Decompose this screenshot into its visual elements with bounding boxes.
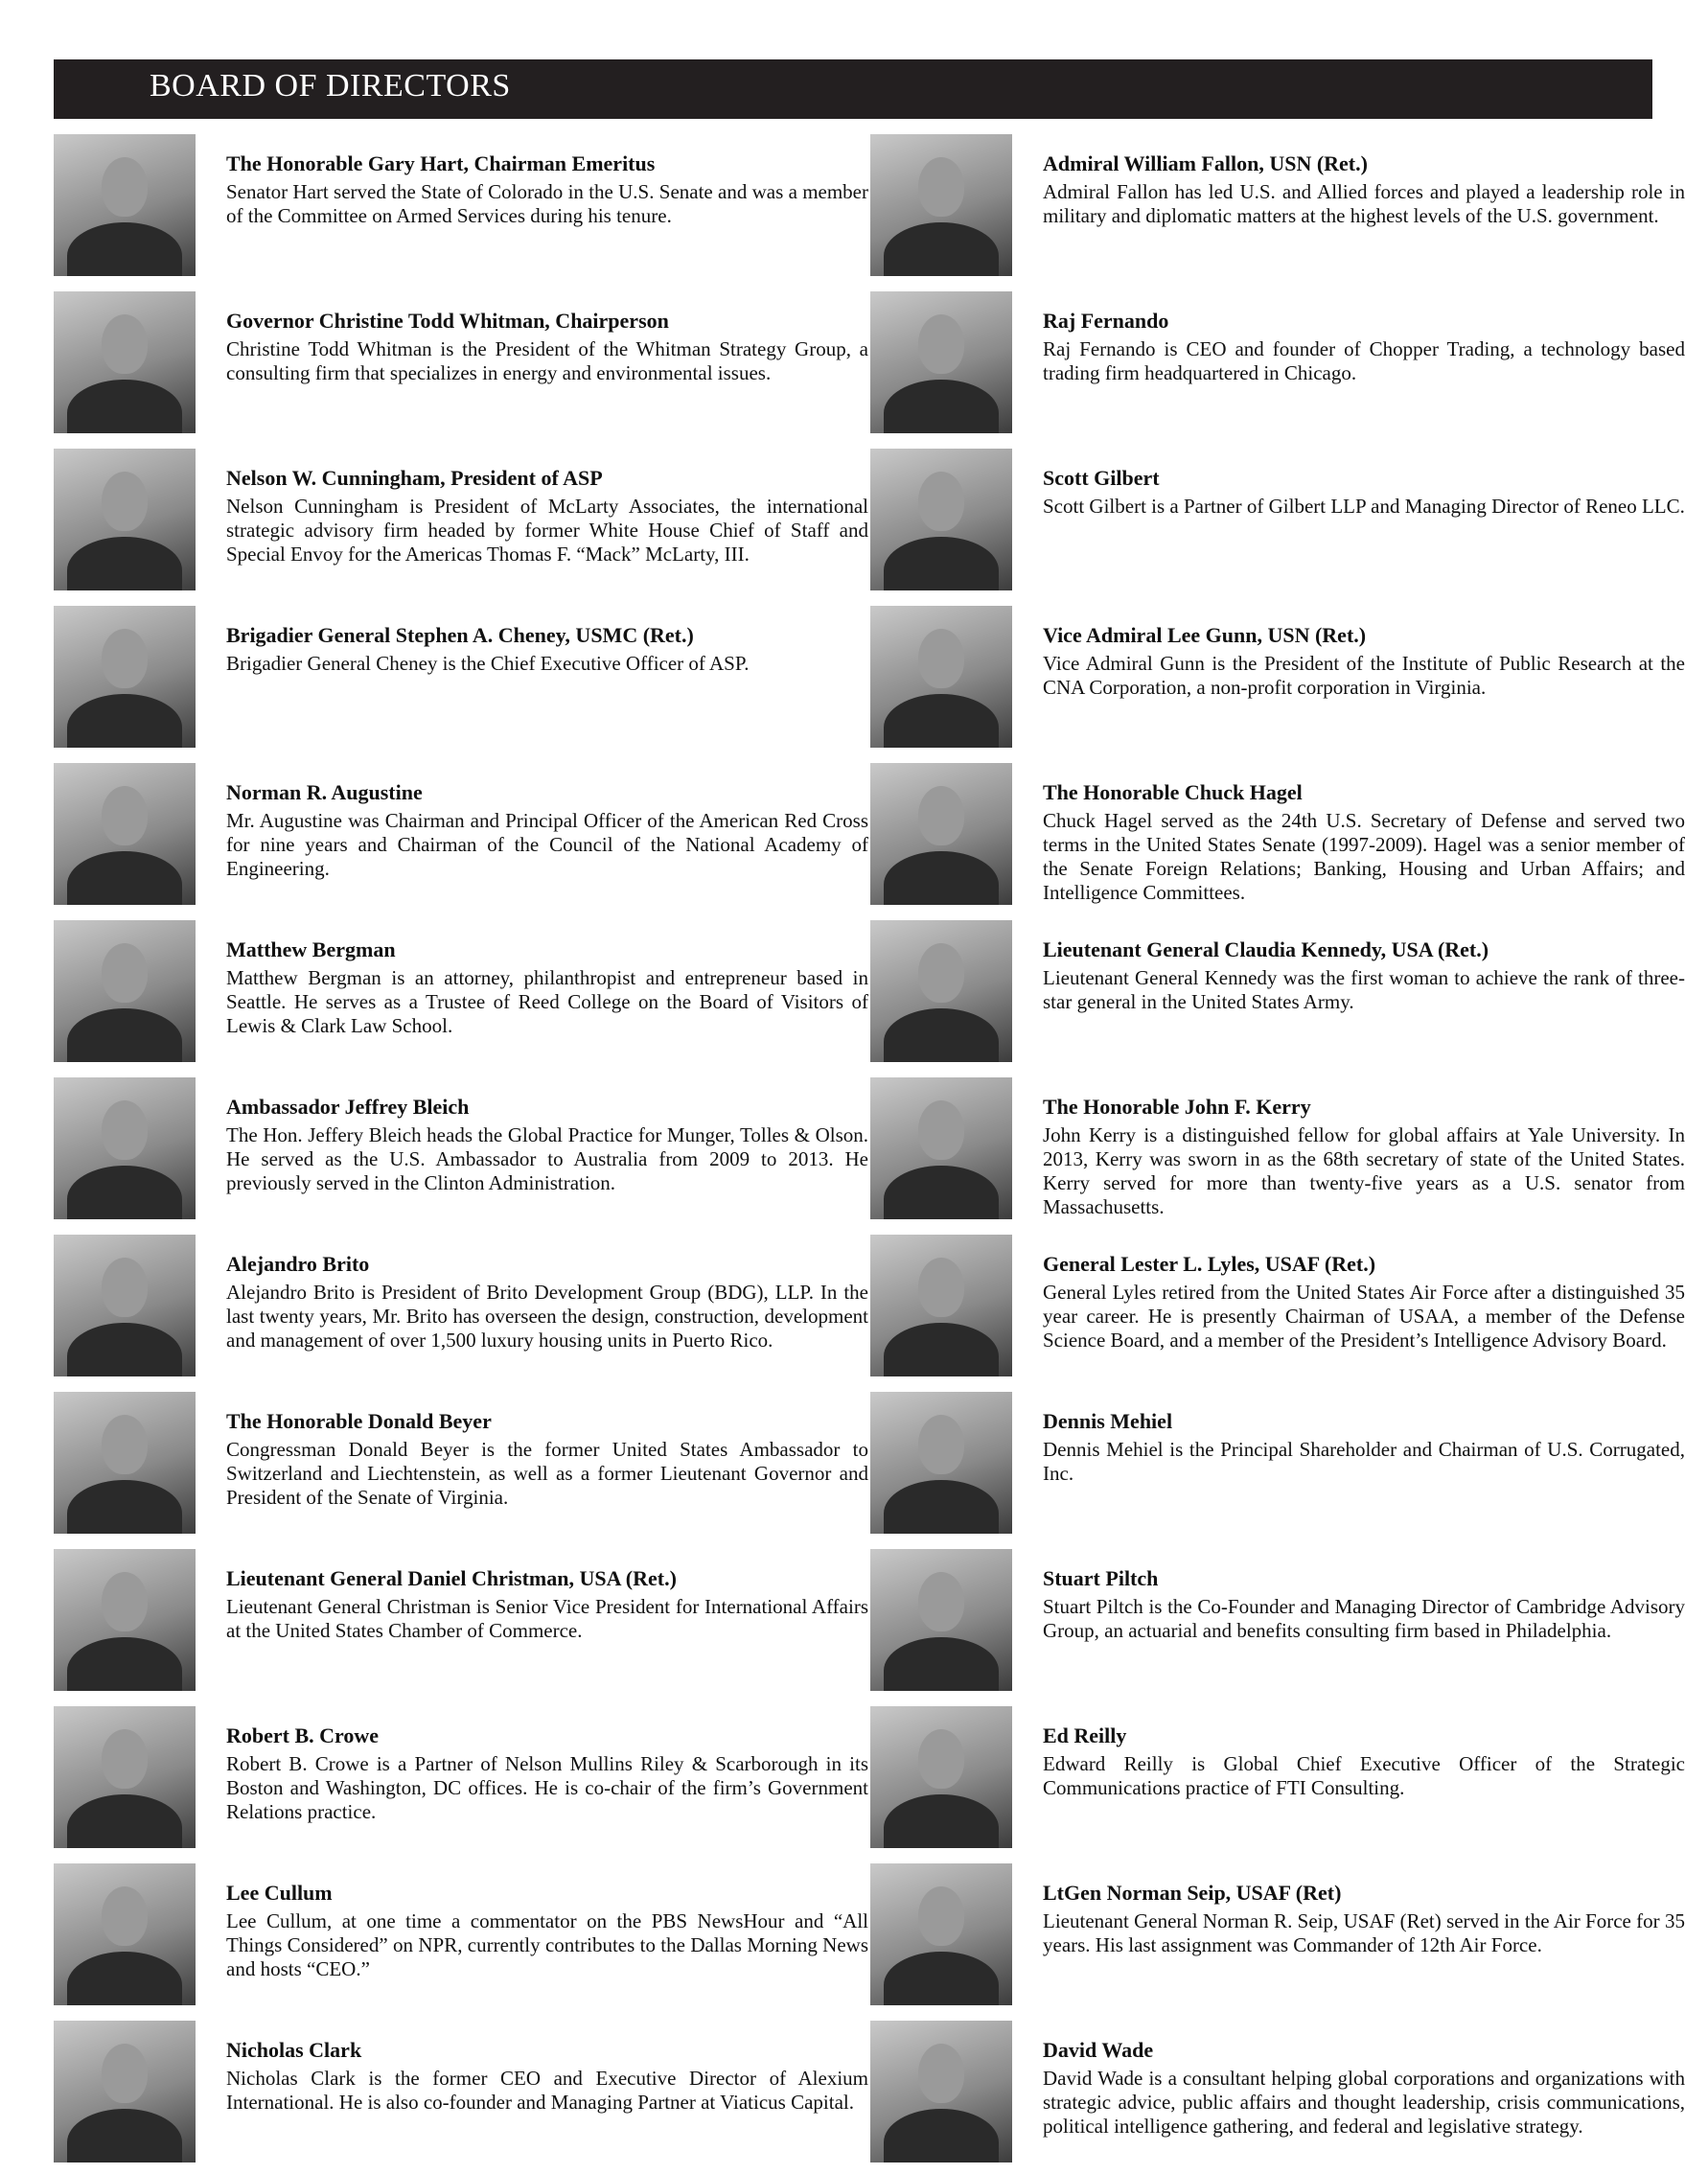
director-name: General Lester L. Lyles, USAF (Ret.) [1043, 1252, 1376, 1276]
director-name: Alejandro Brito [226, 1252, 370, 1276]
director-entry [870, 449, 1685, 592]
portrait-head-shape [102, 1258, 148, 1317]
director-bio: Lieutenant General Kennedy was the first woman to achieve the rank of three-star general in the United States Army. [1043, 966, 1685, 1013]
director-photo [870, 763, 1012, 905]
director-bio: John Kerry is a distinguished fellow for global affairs at Yale University. In 2013, Kerry was sworn in as the 68th secretary of state of the United States. Kerry served for more than twenty-five years as a U.S. senator from Massachusetts. [1043, 1123, 1685, 1218]
portrait-head-shape [918, 1100, 964, 1160]
director-bio: The Hon. Jeffery Bleich heads the Global Practice for Munger, Tolles & Olson. He served as the U.S. Ambassador to Australia from 2009 to 2013. He previously served in the Clinton Administration. [226, 1123, 868, 1194]
portrait-shoulders-shape [67, 694, 182, 748]
director-photo [870, 1706, 1012, 1848]
director-name: Nicholas Clark [226, 2038, 362, 2062]
portrait-head-shape [102, 1886, 148, 1946]
director-name: LtGen Norman Seip, USAF (Ret) [1043, 1881, 1342, 1905]
director-photo [54, 291, 196, 433]
director-photo [54, 2021, 196, 2162]
portrait-head-shape [102, 786, 148, 845]
director-name: Brigadier General Stephen A. Cheney, USMC (Ret.) [226, 623, 694, 647]
director-entry [870, 606, 1685, 750]
portrait-head-shape [102, 629, 148, 688]
portrait-shoulders-shape [67, 1166, 182, 1219]
director-bio: Vice Admiral Gunn is the President of the Institute of Public Research at the CNA Corporation, a non-profit corporation in Virginia. [1043, 652, 1685, 699]
director-name: David Wade [1043, 2038, 1154, 2062]
director-name: Vice Admiral Lee Gunn, USN (Ret.) [1043, 623, 1367, 647]
director-text [1043, 151, 1685, 228]
director-text [226, 466, 868, 567]
director-photo [870, 1077, 1012, 1219]
director-name: Matthew Bergman [226, 937, 396, 961]
portrait-head-shape [918, 1886, 964, 1946]
portrait-head-shape [918, 786, 964, 845]
director-entry [54, 1077, 868, 1221]
director-text [226, 1409, 868, 1510]
director-bio: Chuck Hagel served as the 24th U.S. Secretary of Defense and served two terms in the United States Senate (1997-2009). Hagel was a senior member of the Senate Foreign Relations; Banking, Housing and Urban Affairs; and Intelligence Committees. [1043, 809, 1685, 904]
director-entry [870, 134, 1685, 278]
portrait-head-shape [102, 1415, 148, 1474]
portrait-shoulders-shape [67, 1323, 182, 1376]
director-entry [54, 1235, 868, 1378]
director-entry [870, 1549, 1685, 1693]
director-photo [54, 449, 196, 590]
director-name: The Honorable Chuck Hagel [1043, 780, 1303, 804]
portrait-head-shape [918, 1729, 964, 1789]
portrait-head-shape [918, 314, 964, 374]
director-entry [54, 449, 868, 592]
director-bio: Lee Cullum, at one time a commentator on the PBS NewsHour and “All Things Considered” on NPR, currently contributes to the Dallas Morning News and hosts “CEO.” [226, 1909, 868, 1980]
header-bar [54, 59, 1652, 119]
portrait-head-shape [102, 943, 148, 1003]
director-entry [54, 1392, 868, 1536]
director-bio: Nicholas Clark is the former CEO and Executive Director of Alexium International. He is also co-founder and Managing Partner at Viaticus Capital. [226, 2067, 868, 2114]
director-entry [54, 763, 868, 907]
director-entry [870, 1235, 1685, 1378]
portrait-head-shape [102, 1100, 148, 1160]
director-name: Ed Reilly [1043, 1723, 1127, 1747]
portrait-shoulders-shape [884, 1166, 999, 1219]
director-bio: Admiral Fallon has led U.S. and Allied forces and played a leadership role in military and diplomatic matters at the highest levels of the U.S. government. [1043, 180, 1685, 227]
portrait-shoulders-shape [884, 1637, 999, 1691]
portrait-shoulders-shape [67, 1637, 182, 1691]
director-bio: David Wade is a consultant helping global corporations and organizations with strategic advice, public affairs and thought leadership, crisis communications, political intelligence gathering, and federal and legislative strategy. [1043, 2067, 1685, 2138]
director-photo [870, 1863, 1012, 2005]
director-photo [54, 606, 196, 748]
director-entry [870, 1863, 1685, 2007]
portrait-shoulders-shape [67, 1794, 182, 1848]
director-name: Nelson W. Cunningham, President of ASP [226, 466, 603, 490]
director-bio: Stuart Piltch is the Co-Founder and Managing Director of Cambridge Advisory Group, an actuarial and benefits consulting firm based in Philadelphia. [1043, 1595, 1685, 1642]
director-photo [870, 1235, 1012, 1376]
director-name: The Honorable Gary Hart, Chairman Emeritus [226, 151, 656, 175]
portrait-shoulders-shape [67, 537, 182, 590]
portrait-head-shape [102, 1729, 148, 1789]
portrait-shoulders-shape [884, 537, 999, 590]
director-photo [54, 1235, 196, 1376]
portrait-head-shape [918, 943, 964, 1003]
portrait-shoulders-shape [67, 380, 182, 433]
portrait-shoulders-shape [67, 1952, 182, 2005]
portrait-shoulders-shape [884, 1794, 999, 1848]
director-entry [54, 134, 868, 278]
director-entry [54, 291, 868, 435]
director-photo [54, 920, 196, 1062]
director-photo [54, 1077, 196, 1219]
portrait-shoulders-shape [884, 380, 999, 433]
director-text [226, 2038, 868, 2115]
director-text [226, 623, 868, 676]
director-photo [54, 134, 196, 276]
director-name: Scott Gilbert [1043, 466, 1160, 490]
director-photo [870, 2021, 1012, 2162]
director-bio: Nelson Cunningham is President of McLarty Associates, the international strategic advisory firm headed by former White House Chief of Staff and Special Envoy for the Americas Thomas F. “Mack” McLarty, III. [226, 495, 868, 566]
portrait-head-shape [918, 1258, 964, 1317]
portrait-shoulders-shape [884, 222, 999, 276]
portrait-head-shape [918, 629, 964, 688]
portrait-shoulders-shape [67, 851, 182, 905]
director-photo [870, 1392, 1012, 1534]
director-name: Lieutenant General Claudia Kennedy, USA (Ret.) [1043, 937, 1489, 961]
portrait-shoulders-shape [884, 1480, 999, 1534]
director-name: Robert B. Crowe [226, 1723, 380, 1747]
director-entry [54, 1706, 868, 1850]
portrait-shoulders-shape [67, 1480, 182, 1534]
portrait-head-shape [918, 1572, 964, 1631]
director-bio: Alejandro Brito is President of Brito Development Group (BDG), LLP. In the last twenty years, Mr. Brito has overseen the design, construction, development and management of over 1,500 luxury housing units in Puerto Rico. [226, 1281, 868, 1352]
director-text [1043, 1409, 1685, 1486]
director-text [226, 1095, 868, 1195]
director-name: Stuart Piltch [1043, 1566, 1159, 1590]
director-photo [54, 1706, 196, 1848]
director-name: The Honorable Donald Beyer [226, 1409, 492, 1433]
director-text [226, 1566, 868, 1643]
portrait-head-shape [102, 2044, 148, 2103]
director-name: The Honorable John F. Kerry [1043, 1095, 1311, 1119]
director-text [1043, 2038, 1685, 2139]
director-name: Admiral William Fallon, USN (Ret.) [1043, 151, 1368, 175]
portrait-shoulders-shape [884, 694, 999, 748]
director-name: Dennis Mehiel [1043, 1409, 1173, 1433]
director-bio: Raj Fernando is CEO and founder of Chopper Trading, a technology based trading firm headquartered in Chicago. [1043, 337, 1685, 384]
director-text [1043, 1095, 1685, 1219]
director-name: Governor Christine Todd Whitman, Chairperson [226, 309, 669, 333]
director-text [1043, 1566, 1685, 1643]
director-text [226, 780, 868, 881]
director-entry [54, 920, 868, 1064]
portrait-head-shape [918, 472, 964, 531]
director-photo [54, 1392, 196, 1534]
director-bio: Robert B. Crowe is a Partner of Nelson Mullins Riley & Scarborough in its Boston and Washington, DC offices. He is co-chair of the firm’s Government Relations practice. [226, 1752, 868, 1823]
portrait-head-shape [918, 157, 964, 217]
director-photo [870, 449, 1012, 590]
portrait-head-shape [918, 2044, 964, 2103]
portrait-shoulders-shape [884, 1323, 999, 1376]
director-text [226, 1723, 868, 1824]
portrait-shoulders-shape [884, 1952, 999, 2005]
director-bio: Matthew Bergman is an attorney, philanthropist and entrepreneur based in Seattle. He serves as a Trustee of Reed College on the Board of Visitors of Lewis & Clark Law School. [226, 966, 868, 1037]
director-name: Norman R. Augustine [226, 780, 423, 804]
director-entry [54, 606, 849, 750]
director-photo [54, 1549, 196, 1691]
director-bio: Senator Hart served the State of Colorado in the U.S. Senate and was a member of the Committee on Armed Services during his tenure. [226, 180, 868, 227]
director-photo [870, 606, 1012, 748]
director-text [226, 1881, 868, 1981]
director-bio: Brigadier General Cheney is the Chief Executive Officer of ASP. [226, 652, 750, 675]
portrait-head-shape [102, 1572, 148, 1631]
director-photo [870, 291, 1012, 433]
director-bio: Christine Todd Whitman is the President of the Whitman Strategy Group, a consulting firm that specializes in energy and environmental issues. [226, 337, 868, 384]
director-text [1043, 1252, 1685, 1353]
director-entry [870, 920, 1685, 1064]
director-name: Raj Fernando [1043, 309, 1169, 333]
director-photo [870, 134, 1012, 276]
portrait-head-shape [918, 1415, 964, 1474]
portrait-head-shape [102, 314, 148, 374]
director-text [1043, 466, 1685, 519]
director-text [226, 309, 868, 385]
director-text [1043, 623, 1685, 700]
director-text [226, 937, 868, 1038]
director-bio: Lieutenant General Norman R. Seip, USAF (Ret) served in the Air Force for 35 years. His last assignment was Commander of 12th Air Force. [1043, 1909, 1685, 1956]
director-bio: Congressman Donald Beyer is the former United States Ambassador to Switzerland and Liechtenstein, as well as a former Lieutenant Governor and President of the Senate of Virginia. [226, 1438, 868, 1509]
director-bio: Dennis Mehiel is the Principal Shareholder and Chairman of U.S. Corrugated, Inc. [1043, 1438, 1685, 1485]
director-photo [54, 763, 196, 905]
director-bio: Scott Gilbert is a Partner of Gilbert LLP and Managing Director of Reneo LLC. [1043, 495, 1685, 518]
portrait-shoulders-shape [67, 1008, 182, 1062]
director-photo [54, 1863, 196, 2005]
director-entry [54, 1549, 868, 1693]
director-bio: Mr. Augustine was Chairman and Principal Officer of the American Red Cross for nine years and Chairman of the Council of the National Academy of Engineering. [226, 809, 868, 880]
director-text [1043, 309, 1685, 385]
director-entry [54, 2021, 868, 2164]
director-entry [870, 763, 1685, 907]
director-entry [870, 1077, 1685, 1221]
portrait-shoulders-shape [884, 851, 999, 905]
portrait-shoulders-shape [884, 1008, 999, 1062]
director-text [226, 1252, 868, 1353]
portrait-head-shape [102, 157, 148, 217]
portrait-shoulders-shape [884, 2109, 999, 2162]
director-name: Lee Cullum [226, 1881, 333, 1905]
director-entry [870, 1706, 1685, 1850]
director-name: Ambassador Jeffrey Bleich [226, 1095, 470, 1119]
director-bio: Edward Reilly is Global Chief Executive Officer of the Strategic Communications practice of FTI Consulting. [1043, 1752, 1685, 1799]
director-text [1043, 937, 1685, 1014]
director-bio: General Lyles retired from the United States Air Force after a distinguished 35 year career. He is presently Chairman of USAA, a member of the Defense Science Board, and a member of the President’s Intelligence Advisory Board. [1043, 1281, 1685, 1352]
page-title: BOARD OF DIRECTORS [150, 68, 511, 104]
director-text [1043, 780, 1685, 905]
director-entry [870, 291, 1685, 435]
director-entry [54, 1863, 868, 2007]
director-entry [870, 2021, 1685, 2164]
director-bio: Lieutenant General Christman is Senior Vice President for International Affairs at the United States Chamber of Commerce. [226, 1595, 868, 1642]
director-photo [870, 1549, 1012, 1691]
director-text [1043, 1723, 1685, 1800]
portrait-shoulders-shape [67, 222, 182, 276]
director-entry [870, 1392, 1685, 1536]
director-text [1043, 1881, 1685, 1957]
portrait-head-shape [102, 472, 148, 531]
portrait-shoulders-shape [67, 2109, 182, 2162]
director-text [226, 151, 868, 228]
director-name: Lieutenant General Daniel Christman, USA (Ret.) [226, 1566, 677, 1590]
director-photo [870, 920, 1012, 1062]
